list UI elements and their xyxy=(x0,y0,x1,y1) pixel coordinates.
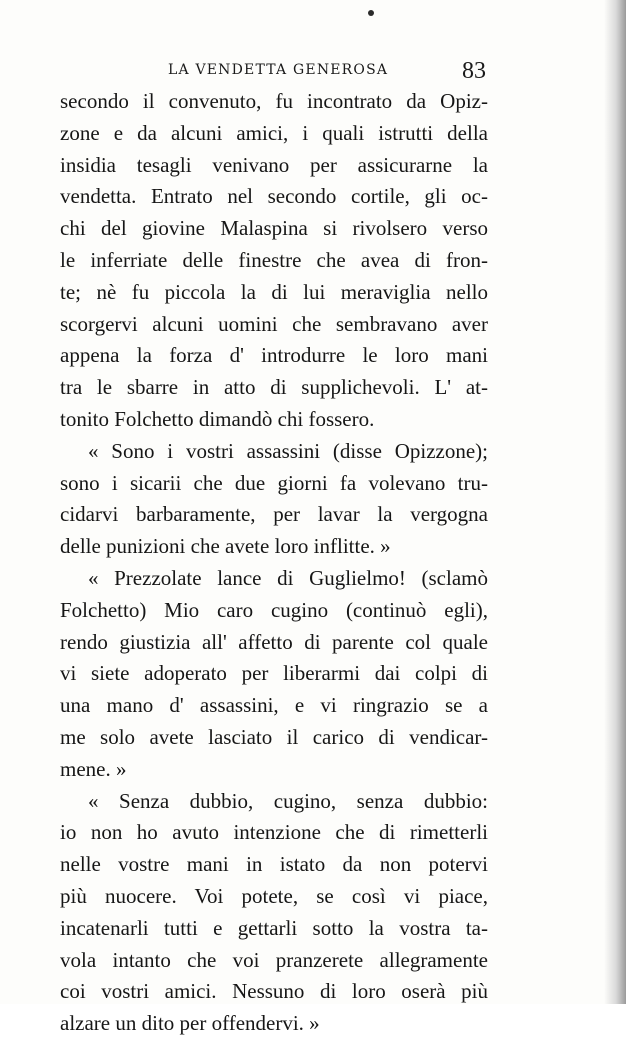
text-line: « Senza dubbio, cugino, senza dubbio: xyxy=(88,788,488,813)
body-text xyxy=(60,86,488,1040)
text-line: insidia tesagli venivano per assicurarne la xyxy=(60,152,488,177)
text-line: cidarvi barbaramente, per lavar la vergogna xyxy=(60,502,488,527)
text-line: tonito Folchetto dimandò chi fossero. xyxy=(60,406,375,431)
text-line: tra le sbarre in atto di supplichevoli. L' at- xyxy=(60,375,488,400)
text-line: mene. » xyxy=(60,756,127,781)
text-line: vendetta. Entrato nel secondo cortile, gli oc- xyxy=(60,184,488,209)
text-line: zone e da alcuni amici, i quali istrutti della xyxy=(60,120,488,145)
text-line: Folchetto) Mio caro cugino (continuò egli), xyxy=(60,597,488,622)
text-line: « Prezzolate lance di Guglielmo! (sclamò xyxy=(88,565,488,590)
text-line: « Sono i vostri assassini (disse Opizzone); xyxy=(88,438,488,463)
running-title: LA VENDETTA GENEROSA xyxy=(168,62,389,78)
text-line: scorgervi alcuni uomini che sembravano aver xyxy=(60,311,488,336)
text-line: alzare un dito per offendervi. » xyxy=(60,1011,320,1036)
text-line: io non ho avuto intenzione che di rimetterli xyxy=(60,820,488,845)
page-edge-shadow xyxy=(604,0,626,1004)
text-line: più nuocere. Voi potete, se così vi piace, xyxy=(60,883,488,908)
text-line: appena la forza d' introdurre le loro mani xyxy=(60,343,488,368)
text-line: vola intanto che voi pranzerete allegramente xyxy=(60,947,488,972)
ink-speck xyxy=(368,10,374,16)
text-line: te; nè fu piccola la di lui meraviglia nello xyxy=(60,279,488,304)
text-line: secondo il convenuto, fu incontrato da Opiz- xyxy=(60,89,488,113)
text-line: sono i sicarii che due giorni fa volevano tru- xyxy=(60,470,488,495)
page-number: 83 xyxy=(462,58,486,84)
text-line: delle punizioni che avete loro inflitte. » xyxy=(60,534,391,559)
text-line: le inferriate delle finestre che avea di fron- xyxy=(60,247,488,272)
text-line: coi vostri amici. Nessuno di loro oserà più xyxy=(60,979,488,1004)
text-line: vi siete adoperato per liberarmi dai colpi di xyxy=(60,661,488,686)
text-line: rendo giustizia all' affetto di parente col quale xyxy=(60,629,488,654)
page-header xyxy=(0,58,626,88)
text-line: nelle vostre mani in istato da non potervi xyxy=(60,852,488,877)
text-line: me solo avete lasciato il carico di vendicar- xyxy=(60,724,488,749)
text-line: incatenarli tutti e gettarli sotto la vostra ta- xyxy=(60,915,488,940)
text-line: chi del giovine Malaspina si rivolsero verso xyxy=(60,216,488,241)
text-line: una mano d' assassini, e vi ringrazio se a xyxy=(60,693,488,718)
